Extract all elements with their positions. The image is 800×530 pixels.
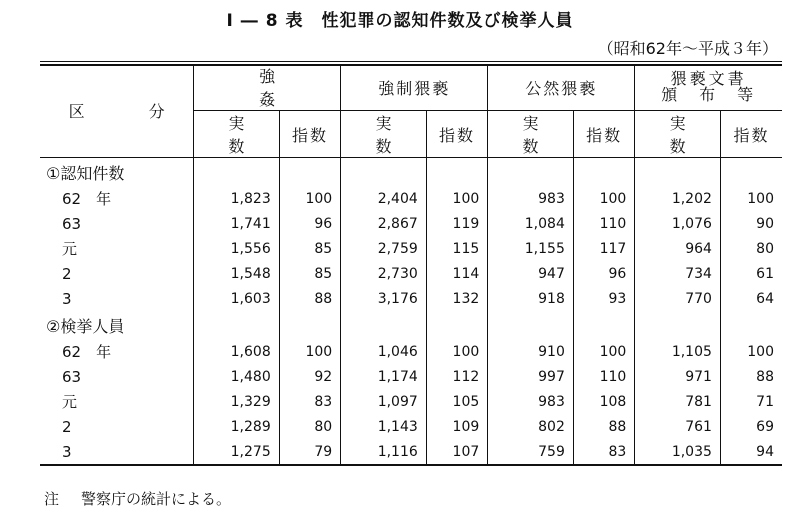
year-label: 63 bbox=[62, 367, 82, 386]
count-cell: 983 bbox=[488, 389, 574, 414]
count-cell: 734 bbox=[635, 261, 721, 286]
subheader-index: 指数 bbox=[426, 111, 487, 158]
index-cell: 100 bbox=[720, 186, 782, 211]
index-cell: 117 bbox=[573, 236, 634, 261]
group-header-public-indecency: 公然猥褻 bbox=[488, 64, 635, 111]
index-cell: 88 bbox=[720, 364, 782, 389]
count-cell: 1,823 bbox=[194, 186, 280, 211]
index-cell: 119 bbox=[426, 211, 487, 236]
count-cell: 1,116 bbox=[341, 439, 427, 465]
index-cell: 107 bbox=[426, 439, 487, 465]
table-row bbox=[40, 211, 782, 236]
index-cell: 61 bbox=[720, 261, 782, 286]
count-cell: 1,097 bbox=[341, 389, 427, 414]
index-cell: 110 bbox=[573, 211, 634, 236]
count-cell: 947 bbox=[488, 261, 574, 286]
index-cell: 100 bbox=[720, 339, 782, 364]
index-cell: 100 bbox=[573, 186, 634, 211]
count-cell: 1,548 bbox=[194, 261, 280, 286]
index-cell: 88 bbox=[279, 286, 340, 311]
count-cell: 1,174 bbox=[341, 364, 427, 389]
count-cell: 997 bbox=[488, 364, 574, 389]
row-header-category: 区 分 bbox=[40, 64, 194, 158]
section-row bbox=[40, 158, 782, 187]
index-cell: 100 bbox=[426, 186, 487, 211]
count-cell: 1,046 bbox=[341, 339, 427, 364]
count-cell: 910 bbox=[488, 339, 574, 364]
group-header-obscene-material-line1: 猥褻文書 bbox=[670, 69, 747, 88]
table-row bbox=[40, 389, 782, 414]
count-cell: 2,867 bbox=[341, 211, 427, 236]
index-cell: 100 bbox=[573, 339, 634, 364]
year-label: 2 bbox=[62, 417, 72, 436]
index-cell: 110 bbox=[573, 364, 634, 389]
count-cell: 781 bbox=[635, 389, 721, 414]
top-double-rule bbox=[40, 64, 782, 66]
table-body bbox=[40, 158, 782, 466]
table-title: I ― 8 表 性犯罪の認知件数及び検挙人員 bbox=[226, 11, 574, 31]
table-row bbox=[40, 339, 782, 364]
group-header-obscene-material-line2: 頒 布 等 bbox=[661, 85, 757, 104]
count-cell: 1,289 bbox=[194, 414, 280, 439]
empty-cell bbox=[488, 158, 574, 187]
count-cell: 3,176 bbox=[341, 286, 427, 311]
year-label: 62 年 bbox=[62, 190, 112, 208]
index-cell: 96 bbox=[573, 261, 634, 286]
table-row bbox=[40, 186, 782, 211]
index-cell: 115 bbox=[426, 236, 487, 261]
empty-cell bbox=[341, 311, 427, 339]
group-header-obscene-material bbox=[635, 64, 782, 111]
index-cell: 94 bbox=[720, 439, 782, 465]
index-cell: 100 bbox=[279, 186, 340, 211]
index-cell: 64 bbox=[720, 286, 782, 311]
count-cell: 2,404 bbox=[341, 186, 427, 211]
table-row bbox=[40, 236, 782, 261]
count-cell: 2,759 bbox=[341, 236, 427, 261]
empty-cell bbox=[720, 158, 782, 187]
index-cell: 96 bbox=[279, 211, 340, 236]
count-cell: 1,603 bbox=[194, 286, 280, 311]
count-cell: 770 bbox=[635, 286, 721, 311]
year-label: 62 年 bbox=[62, 343, 112, 361]
index-cell: 109 bbox=[426, 414, 487, 439]
subheader-index: 指数 bbox=[573, 111, 634, 158]
table-row bbox=[40, 439, 782, 465]
year-label: 元 bbox=[62, 240, 78, 258]
empty-cell bbox=[426, 158, 487, 187]
note-text: 警察庁の統計による。 bbox=[81, 490, 232, 508]
count-cell: 759 bbox=[488, 439, 574, 465]
index-cell: 71 bbox=[720, 389, 782, 414]
group-header-indecent-assault: 強制猥褻 bbox=[341, 64, 488, 111]
count-cell: 1,275 bbox=[194, 439, 280, 465]
table-row bbox=[40, 261, 782, 286]
empty-cell bbox=[341, 158, 427, 187]
year-label: 3 bbox=[40, 439, 194, 465]
count-cell: 918 bbox=[488, 286, 574, 311]
empty-cell bbox=[194, 311, 280, 339]
index-cell: 132 bbox=[426, 286, 487, 311]
empty-cell bbox=[573, 311, 634, 339]
count-cell: 1,155 bbox=[488, 236, 574, 261]
section-label: ①認知件数 bbox=[46, 163, 125, 183]
sex-crime-stats-table bbox=[40, 64, 782, 466]
index-cell: 88 bbox=[573, 414, 634, 439]
count-cell: 1,608 bbox=[194, 339, 280, 364]
top-rule bbox=[40, 61, 782, 62]
index-cell: 112 bbox=[426, 364, 487, 389]
empty-cell bbox=[720, 311, 782, 339]
count-cell: 1,741 bbox=[194, 211, 280, 236]
index-cell: 108 bbox=[573, 389, 634, 414]
index-cell: 100 bbox=[279, 339, 340, 364]
index-cell: 83 bbox=[279, 389, 340, 414]
count-cell: 802 bbox=[488, 414, 574, 439]
group-header-rape: 強 姦 bbox=[194, 64, 341, 111]
year-label: 2 bbox=[62, 264, 72, 283]
table-row bbox=[40, 364, 782, 389]
index-cell: 83 bbox=[573, 439, 634, 465]
index-cell: 85 bbox=[279, 261, 340, 286]
index-cell: 80 bbox=[720, 236, 782, 261]
empty-cell bbox=[279, 311, 340, 339]
year-label: 元 bbox=[62, 393, 78, 411]
count-cell: 1,076 bbox=[635, 211, 721, 236]
index-cell: 80 bbox=[279, 414, 340, 439]
count-cell: 964 bbox=[635, 236, 721, 261]
note-tag: 注 bbox=[44, 490, 60, 508]
count-cell: 1,105 bbox=[635, 339, 721, 364]
empty-cell bbox=[279, 158, 340, 187]
index-cell: 93 bbox=[573, 286, 634, 311]
period-caption: （昭和62年〜平成３年） bbox=[597, 39, 778, 58]
empty-cell bbox=[488, 311, 574, 339]
count-cell: 1,143 bbox=[341, 414, 427, 439]
count-cell: 1,556 bbox=[194, 236, 280, 261]
empty-cell bbox=[635, 311, 721, 339]
count-cell: 761 bbox=[635, 414, 721, 439]
count-cell: 1,329 bbox=[194, 389, 280, 414]
empty-cell bbox=[635, 158, 721, 187]
subheader-index: 指数 bbox=[720, 111, 782, 158]
empty-cell bbox=[573, 158, 634, 187]
empty-cell bbox=[194, 158, 280, 187]
count-cell: 2,730 bbox=[341, 261, 427, 286]
index-cell: 69 bbox=[720, 414, 782, 439]
index-cell: 114 bbox=[426, 261, 487, 286]
index-cell: 90 bbox=[720, 211, 782, 236]
count-cell: 1,202 bbox=[635, 186, 721, 211]
table-row bbox=[40, 414, 782, 439]
count-cell: 1,480 bbox=[194, 364, 280, 389]
count-cell: 1,035 bbox=[635, 439, 721, 465]
index-cell: 100 bbox=[426, 339, 487, 364]
section-label: ②検挙人員 bbox=[46, 316, 125, 336]
table-row bbox=[40, 286, 782, 311]
year-label: 63 bbox=[62, 214, 82, 233]
empty-cell bbox=[426, 311, 487, 339]
count-cell: 1,084 bbox=[488, 211, 574, 236]
year-label: 3 bbox=[62, 289, 72, 308]
subheader-count: 実 数 bbox=[341, 111, 427, 158]
section-row bbox=[40, 311, 782, 339]
count-cell: 971 bbox=[635, 364, 721, 389]
subheader-count: 実 数 bbox=[194, 111, 280, 158]
subheader-index: 指数 bbox=[279, 111, 340, 158]
subheader-count: 実 数 bbox=[635, 111, 721, 158]
index-cell: 85 bbox=[279, 236, 340, 261]
index-cell: 92 bbox=[279, 364, 340, 389]
subheader-count: 実 数 bbox=[488, 111, 574, 158]
index-cell: 105 bbox=[426, 389, 487, 414]
count-cell: 983 bbox=[488, 186, 574, 211]
source-note bbox=[44, 488, 231, 509]
index-cell: 79 bbox=[279, 439, 340, 465]
